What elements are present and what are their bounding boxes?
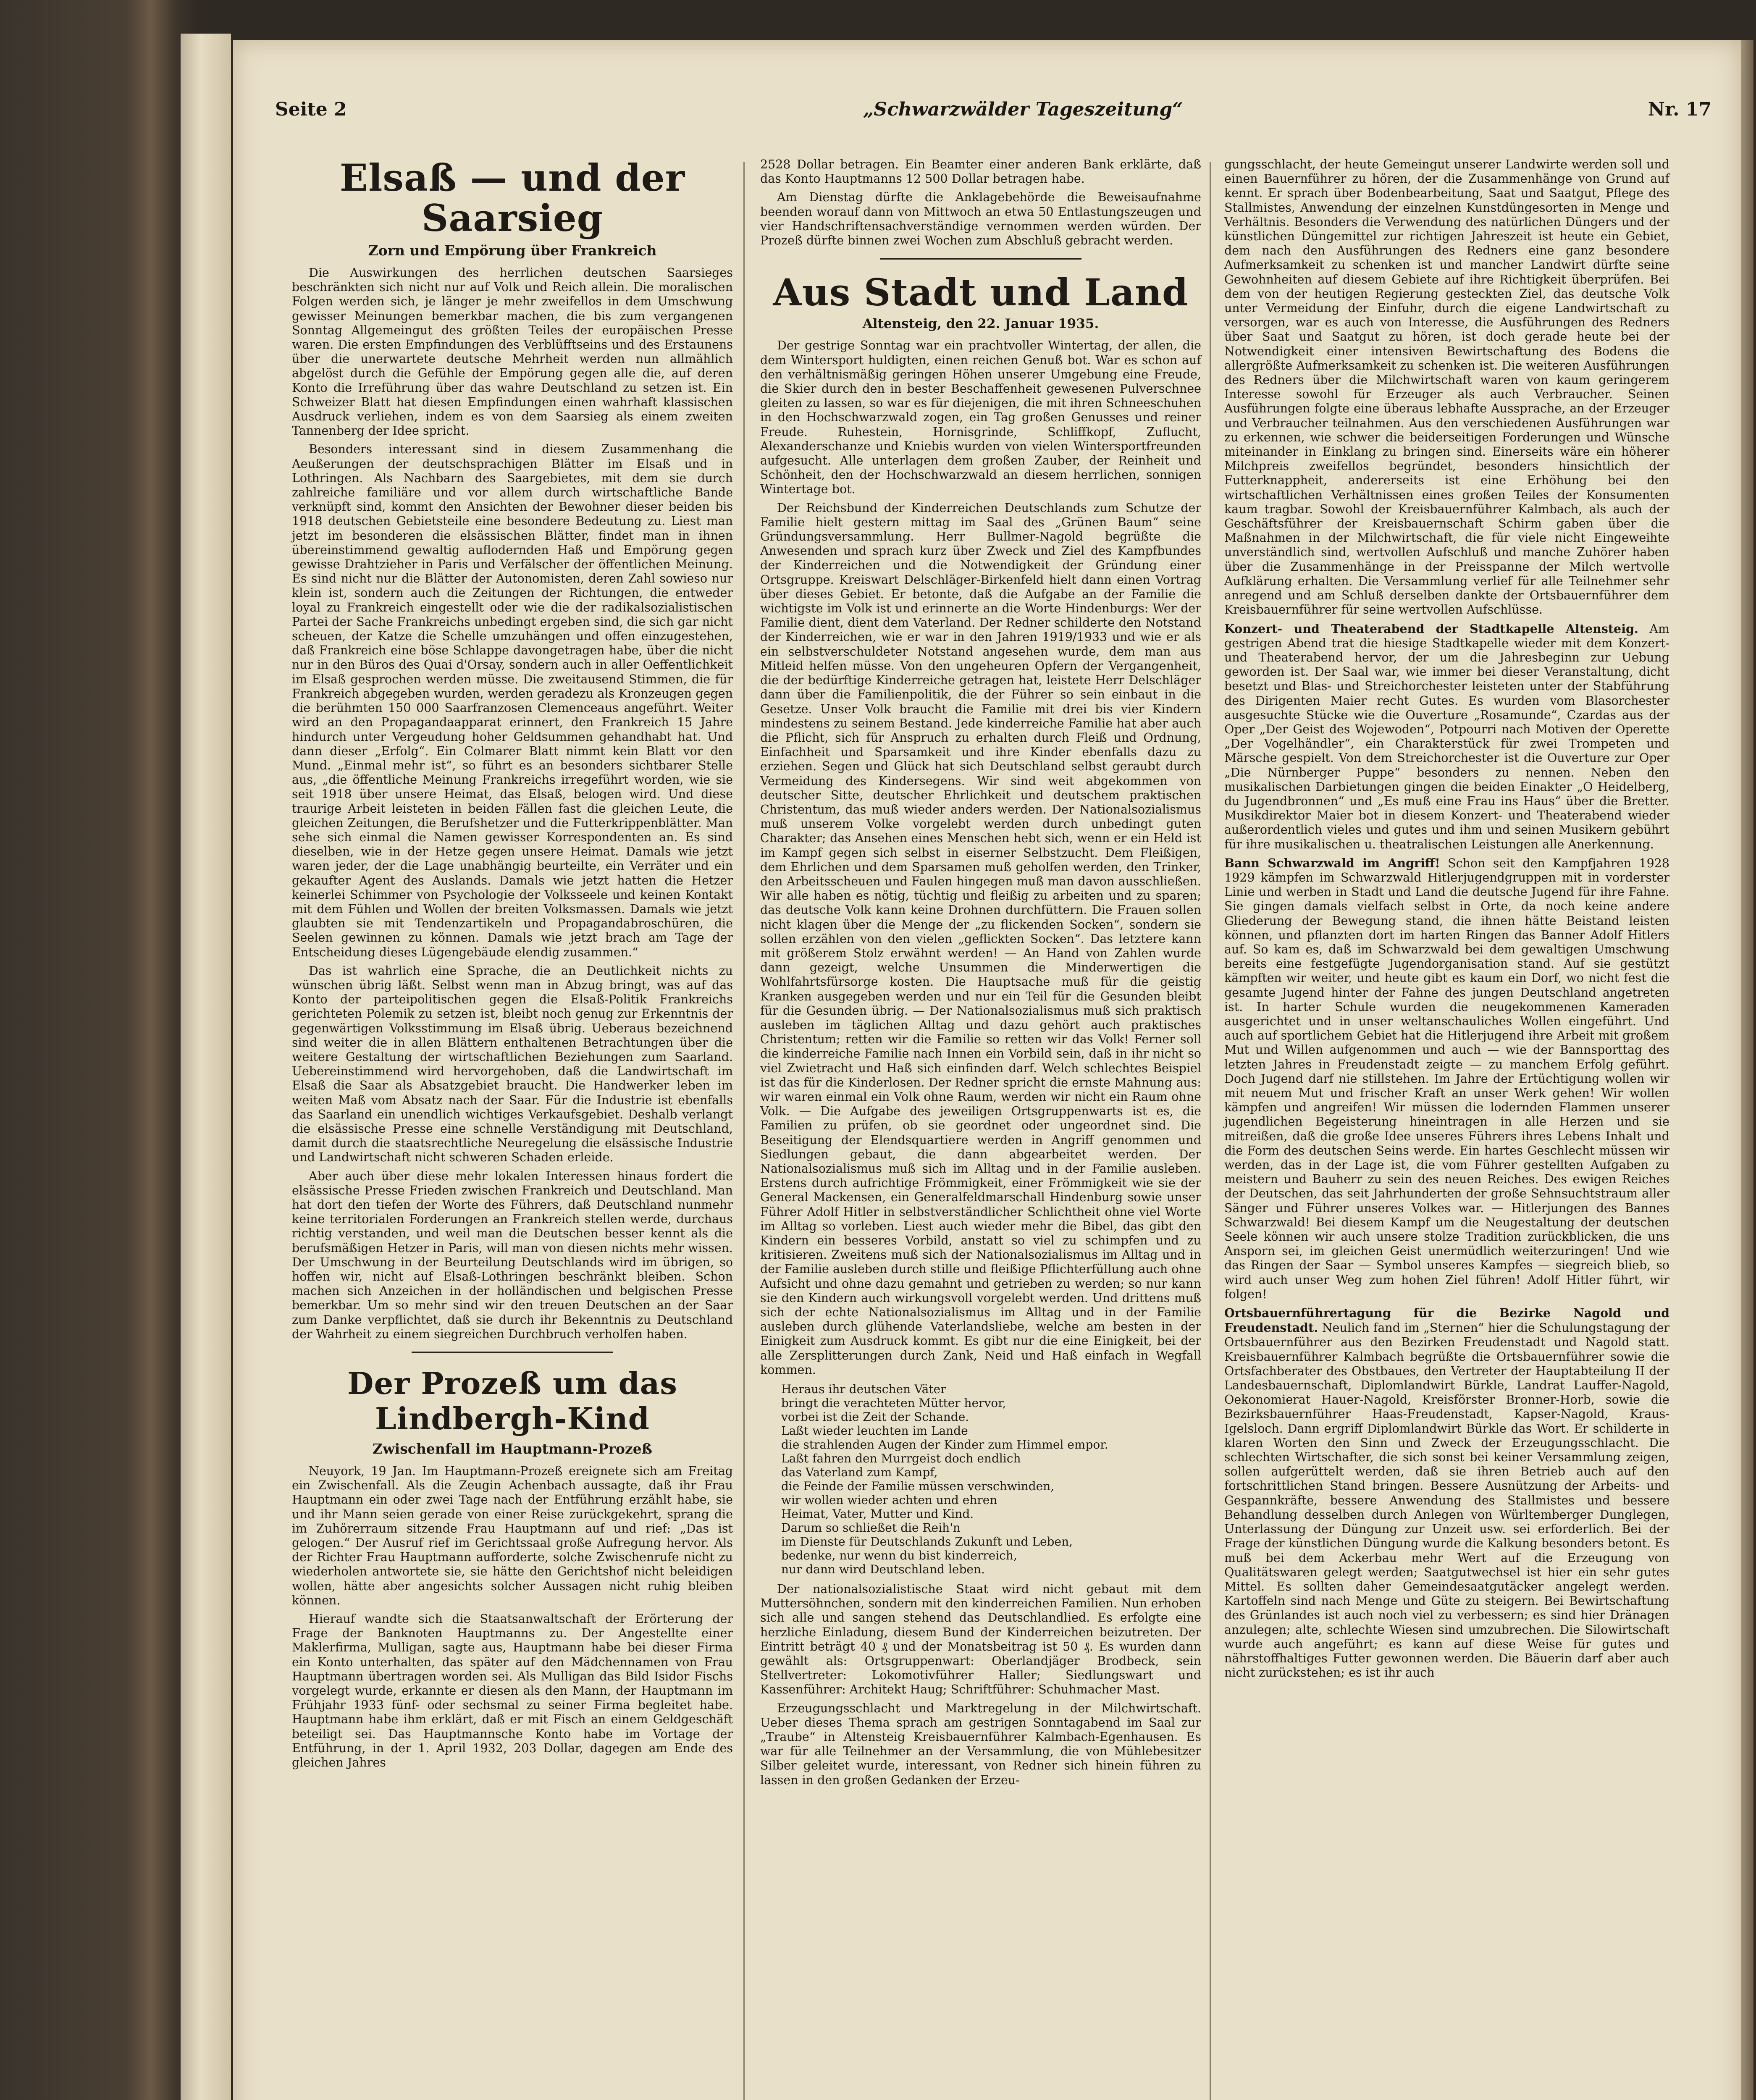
poem-line: vorbei ist die Zeit der Schande. xyxy=(781,1410,969,1424)
article-paragraph: Die Auswirkungen des herrlichen deutschen Saarsieges beschränkten sich nicht nur auf Volk und Reich allein. Die moralischen Folgen werden sich, je länger je mehr zweifellos in dem Umschwung gewisser Meinungen bemerkbar machen, die bis zum vergangenen Sonntag Allgemeingut des größten Teiles der europäischen Presse waren. Die ersten Empfindungen des Verblüfftseins und des Erstaunens über die unerwartete deutsche Mehrheit werden nun allmählich abgelöst durch die Gefühle der Empörung gegen alle die, auf deren Konto die Irreführung über das wahre Deutschland zu setzen ist. Ein Schweizer Blatt hat diesen Empfindungen einen wahrhaft klassischen Ausdruck verliehen, indem es von dem Saarsieg als einem zweiten Tannenberg der Idee spricht. xyxy=(292,266,733,438)
book-binding xyxy=(181,34,231,2100)
article-divider xyxy=(412,1352,613,1353)
section-headline: Aus Stadt und Land xyxy=(773,270,1189,315)
article-paragraph: Der Reichsbund der Kinderreichen Deutschlands zum Schutze der Familie hielt gestern mittag im Saal des „Grünen Baum“ seine Gründungsversammlung. Herr Bullmer-Nagold begrüßte die Anwesenden und sprach kurz über Zweck und Ziel des Kampfbundes der Kinderreichen und die Notwendigkeit der Gründung einer Ortsgruppe. Kreiswart Delschläger-Birkenfeld hielt dann einen Vortrag über dieses Gebiet. Er betonte, daß die Aufgabe an der Familie die wichtigste im Volk ist und erinnerte an die Worte Hindenburgs: Wer der Familie dient, dient dem Vaterland. Der Redner schilderte den Notstand der Kinderreichen, wie er war in den Jahren 1919/1933 und wie er als ein selbstverschuldeter Notstand angesehen wurde, dem man aus Mitleid helfen müsse. Von den ungeheuren Opfern der Vergangenheit, die der bedürftige Kinderreiche getragen hat, leistete Herr Delschläger dann über die Familienpolitik, die der Führer so sein einbaut in die Gesetze. Unser Volk braucht die Familie mit drei bis vier Kindern mindestens zu seinem Bestand. Jede kinderreiche Familie hat aber auch die Pflicht, sich für Anspruch zu erhalten durch Fleiß und Ordnung, Einfachheit und Sparsamkeit und ihre Kinder ebenfalls dazu zu erziehen. Segen und Glück hat sich Deutschland selbst geraubt durch Vermeidung des Kindersegens. Wir sind weit abgekommen von deutscher Sitte, deutscher Ehrlichkeit und deutschem praktischen Christentum, das muß wieder anders werden. Der Nationalsozialismus muß unserem Volke vorgelebt werden durch unbedingt guten Charakter; das Ansehen eines Menschen hebt sich, wenn er ein Held ist im Kampf gegen sich selbst in eiserner Selbstzucht. Dem Fleißigen, dem Ehrlichen und dem Sparsamen muß geholfen werden, den Trinker, den Arbeitsscheuen und Faulen hingegen muß man davon ausschließen. Wir alle haben es nötig, tüchtig und fleißig zu arbeiten und zu sparen; das deutsche Volk kann keine Drohnen durchfüttern. Die Frauen sollen nicht klagen über die Menge der „zu flickenden Socken“, sondern sie sollen erzählen von den vielen „geflickten Socken“. Das letztere kann mit größerem Stolz erwähnt werden! — An Hand von Zahlen wurde dann gezeigt, welche Unsummen die Minderwertigen die Wohlfahrtsfürsorge kosten. Die Hauptsache muß für die geistig Kranken ausgegeben werden und nur ein Teil für die Gesunden bleibt für die Gesunden übrig. — Der Nationalsozialismus muß sich praktisch ausleben im täglichen Alltag und dazu gehört auch praktisches Christentum; retten wir die Familie so retten wir das Volk! Ferner soll die kinderreiche Familie nach Innen ein Vorbild sein, daß in ihr nicht so viel Zwietracht und Haß sich einfinden darf. Welch schlechtes Beispiel ist das für die Kinderlosen. Der Redner spricht die ernste Mahnung aus: wir waren einmal ein Volk ohne Raum, werden wir nicht ein Raum ohne Volk. — Die Aufgabe des jeweiligen Ortsgruppenwarts ist es, die Familien zu prüfen, ob sie geordnet oder ungeordnet sind. Die Beseitigung der Elendsquartiere werden in Angriff genommen und Siedlungen gebaut, die dann abgearbeitet werden. Der Nationalsozialismus muß sich im Alltag und in der Familie ausleben. Erstens durch aufrichtige Frömmigkeit, einer Frömmigkeit wie sie der General Mackensen, ein Generalfeldmarschall Hindenburg sowie unser Führer Adolf Hitler in selbstverständlicher Schlichtheit ohne viel Worte im Alltag so vorleben. Liest auch wieder mehr die Bibel, das gibt den Kindern ein besseres Vorbild, anstatt so viel zu schimpfen und zu kritisieren. Zweitens muß sich der Nationalsozialismus im Alltag und in der Familie ausleben durch stille und fleißige Pflichterfüllung auch ohne Aufsicht und ohne dazu gemahnt und getrieben zu werden; so nur kann sie den Kindern auch wirkungsvoll vorgelebt werden. Und drittens muß sich der echte Nationalsozialismus im Alltag und in der Familie ausleben durch glühende Vaterlandsliebe, welche am besten in der Einigkeit zum Ausdruck kommt. Es gibt nur die eine Einigkeit, bei der alle Zersplitterungen durch Zank, Neid und Haß einfach in Wegfall kommen. xyxy=(760,501,1201,1377)
poem-line: Laßt wieder leuchten im Lande xyxy=(781,1424,968,1438)
column-1 xyxy=(292,158,733,1774)
column-rule xyxy=(743,162,745,2100)
column-rule xyxy=(1210,162,1211,2100)
page-number: Seite 2 xyxy=(275,99,347,120)
poem-line: bringt die verachteten Mütter hervor, xyxy=(781,1396,1006,1410)
article-paragraph: Der nationalsozialistische Staat wird nicht gebaut mit dem Muttersöhnchen, sondern mit den kinderreichen Familien. Nun erhoben sich alle und sangen stehend das Deutschlandlied. Es erfolgte eine herzliche Einladung, diesem Bund der Kinderreichen beizutreten. Der Eintritt beträgt 40 ₰ und der Monatsbeitrag ist 50 ₰. Es wurden dann gewählt als: Ortsgruppenwart: Oberlandjäger Brodbeck, sein Stellvertreter: Lokomotivführer Haller; Siedlungswart und Kassenführer: Architekt Haug; Schriftführer: Schuhmacher Mast. xyxy=(760,1582,1201,1697)
poem xyxy=(781,1382,1201,1576)
newspaper-name: „Schwarzwälder Tageszeitung“ xyxy=(863,99,1183,120)
section-title: Bann Schwarzwald im Angriff! xyxy=(1224,856,1440,870)
article-paragraph: Der gestrige Sonntag war ein prachtvoller Wintertag, der allen, die dem Wintersport huldigten, einen reichen Genuß bot. War es schon auf den verhältnismäßig geringen Höhen unserer Umgebung eine Freude, die Skier durch den in bester Beschaffenheit gewesenen Pulverschnee gleiten zu lassen, so war es für diejenigen, die mit ihren Schneeschuhen in den Hochschwarzwald zogen, ein Tag großen Genusses und reiner Freude. Ruhestein, Hornisgrinde, Schliffkopf, Zuflucht, Alexanderschanze und Kniebis wurden von vielen Wintersportfreunden aufgesucht. Alle unterlagen dem großen Zauber, der Reinheit und Schönheit, den der Hochschwarzwald an diesem herrlichen, sonnigen Wintertage bot. xyxy=(760,339,1201,496)
article-subhead: Zorn und Empörung über Frankreich xyxy=(368,242,657,259)
article-headline: Elsaß — und der Saarsieg xyxy=(339,156,685,240)
article-paragraph xyxy=(1224,622,1669,852)
article-paragraph: Erzeugungsschlacht und Marktregelung in der Milchwirtschaft. Ueber dieses Thema sprach am gestrigen Sonntagabend im Saal zur „Traube“ in Altensteig Kreisbauernführer Kalmbach-Egenhausen. Es war für alle Teilnehmer an der Versammlung, die von Mühlebesitzer Silber geleitet wurde, interessant, von Redner sich hinein führen zu lassen in den großen Gedanken der Erzeu- xyxy=(760,1701,1201,1787)
newspaper-page xyxy=(233,40,1741,2100)
poem-line: das Vaterland zum Kampf, xyxy=(781,1465,938,1480)
poem-line: im Dienste für Deutschlands Zukunft und Leben, xyxy=(781,1535,1073,1549)
poem-line: Heimat, Vater, Mutter und Kind. xyxy=(781,1507,974,1521)
article-paragraph: gungsschlacht, der heute Gemeingut unserer Landwirte werden soll und einen Bauernführer zu hören, der die Zusammenhänge von Grund auf kennt. Er sprach über Bodenbearbeitung, Saat und Saatgut, Pflege des Stallmistes, Anwendung der einzelnen Kunstdüngesorten in Menge und Verhältnis. Besonders die Verwendung des natürlichen Düngers und der künstlichen Düngemittel zur richtigen Jahreszeit ist heute ein Gebiet, dem nach den Ausführungen des Redners eine ganz besondere Aufmerksamkeit zu schenken ist und mancher Landwirt dürfte seine Gewohnheiten auf diesem Gebiete auf ihre Richtigkeit überprüfen. Bei dem von der heutigen Regierung gesteckten Ziel, das deutsche Volk unter Vermeidung der Einfuhr, durch die eigene Landwirtschaft zu versorgen, war es auch von Interesse, die Ausführungen des Redners über Saat und Saatgut zu hören, ist doch gerade heute bei der Notwendigkeit einer intensiven Bewirtschaftung des Bodens die allergrößte Aufmerksamkeit zu schenken ist. Die weiteren Ausführungen des Redners über die Milchwirtschaft waren von kaum geringerem Interesse sowohl für Erzeuger als auch Verbraucher. Seinen Ausführungen folgte eine überaus lebhafte Aussprache, an der Erzeuger und Verbraucher teilnahmen. Aus den verschiedenen Ausführungen war zu erkennen, wie schwer die beiderseitigen Forderungen und Wünsche miteinander in Einklang zu bringen sind. Einerseits wäre ein höherer Milchpreis zweifellos begründet, besonders hinsichtlich der Futterknappheit, andererseits ist eine Erhöhung bei den wirtschaftlichen Verhältnissen eines großen Teiles der Konsumenten kaum tragbar. Sowohl der Kreisbauernführer Kalmbach, als auch der Geschäftsführer der Kreisbauernschaft Schirm gaben über die Maßnahmen in der Milchwirtschaft, die für viele nicht Eingeweihte unverständlich sind, wertvollen Aufschluß und manche Zuhörer haben über die Zusammenhänge in der Preisspanne der Milch wertvolle Aufklärung erhalten. Die Versammlung verlief für alle Teilnehmer sehr anregend und am Schluß derselben dankte der Ortsbauernführer dem Kreisbauernführer für seine wertvollen Aufschlüsse. xyxy=(1224,158,1669,617)
issue-number: Nr. 17 xyxy=(1648,99,1711,120)
poem-line: Laßt fahren den Murrgeist doch endlich xyxy=(781,1452,1021,1466)
poem-line: die Feinde der Familie müssen verschwinden, xyxy=(781,1479,1055,1494)
poem-line: bedenke, nur wenn du bist kinderreich, xyxy=(781,1549,1017,1563)
article-paragraph: Besonders interessant sind in diesem Zusammenhang die Aeußerungen der deutschsprachigen Blätter im Elsaß und in Lothringen. Als Nachbarn des Saargebietes, mit dem sie durch zahlreiche familiäre und vor allem durch wirtschaftliche Bande verknüpft sind, kommt den Ansichten der Bewohner dieser beiden bis 1918 deutschen Gebietsteile eine besondere Bedeutung zu. Liest man jetzt im besonderen die elsässischen Blätter, findet man in ihnen übereinstimmend gewaltig auflodernden Haß und Empörung gegen gewisse Drahtzieher in Paris und Verfälscher der öffentlichen Meinung. Es sind nicht nur die Blätter der Autonomisten, deren Zahl sowieso nur klein ist, sondern auch die Zeitungen der Richtungen, die entweder loyal zu Frankreich eingestellt oder wie die der radikalsozialistischen Partei der Sache Frankreichs unbedingt ergeben sind, die sich gar nicht scheuen, der Katze die Schelle umzuhängen und offen einzugestehen, daß Frankreich eine böse Schlappe davongetragen habe, über die nicht nur in den Büros des Quai d'Orsay, sondern auch in aller Oeffentlichkeit im Elsaß gesprochen werden müsse. Die zweitausend Stimmen, die für Frankreich abgegeben wurden, werden geradezu als Kronzeugen gegen die berühmten 150 000 Saarfranzosen Clemenceaus angeführt. Weiter wird an den Propagandaapparat erinnert, den Frankreich 15 Jahre hindurch unter Vergeudung hoher Geldsummen gehandhabt hat. Und dann dieser „Erfolg“. Ein Colmarer Blatt nimmt kein Blatt vor den Mund. „Einmal mehr ist“, so führt es an besonders sichtbarer Stelle aus, „die öffentliche Meinung Frankreichs irregeführt worden, wie sie seit 1918 über unsere Heimat, das Elsaß, belogen wird. Und diese traurige Arbeit leisteten in beiden Fällen fast die gleichen Leute, die gleichen Zeitungen, die Berufshetzer und die Futterkrippenblätter. Man sehe sich einmal die Namen gewisser Korrespondenten an. Es sind dieselben, wie in der Hetze gegen unsere Heimat. Damals wie jetzt waren jeder, der die Lage unabhängig beurteilte, ein Verräter und ein gekaufter Agent des Auslands. Damals wie jetzt hatten die Hetzer keinerlei Schimmer von Psychologie der Volksseele und keinen Kontakt mit dem Fühlen und Wollen der breiten Volksmassen. Damals wie jetzt glaubten sie mit Tendenzartikeln und Propagandabroschüren, die Seelen gewinnen zu können. Damals wie jetzt brach am Tage der Entscheidung dieses Lügengebäude elendig zusammen.“ xyxy=(292,442,733,959)
dateline: Altensteig, den 22. Januar 1935. xyxy=(862,316,1099,332)
section-title: Ortsbauernführertagung für die Bezirke Nagold und Freudenstadt. xyxy=(1224,1306,1669,1335)
section-title: Konzert- und Theaterabend der Stadtkapelle Altensteig. xyxy=(1224,621,1638,636)
article-headline: Der Prozeß um das Lindbergh-Kind xyxy=(347,1365,677,1437)
page-header xyxy=(275,99,1711,136)
section-text: Am gestrigen Abend trat die hiesige Stadtkapelle wieder mit dem Konzert- und Theaterabend hervor, der um die Jahresbeginn zur Uebung geworden ist. Der Saal war, wie immer bei dieser Veranstaltung, dicht besetzt und Blas- und Streichorchester leisteten unter der Stabführung des Dirigenten Maier recht Gutes. Es wurden vom Blasorchester ausgesuchte Stücke wie die Ouverture „Rosamunde“, Czardas aus der Oper „Der Geist des Wojewoden“, Potpourri nach Motiven der Operette „Der Vogelhändler“, ein Charakterstück für zwei Trompeten und Märsche gespielt. Von dem Streichorchester ist die Ouverture zur Oper „Die Nürnberger Puppe“ besonders zu nennen. Neben den musikalischen Darbietungen gingen die beiden Einakter „O Heidelberg, du Jugendbronnen“ und „Es muß eine Frau ins Haus“ über die Bretter. Musikdirektor Maier bot in diesem Konzert- und Theaterabend wieder außerordentlich vieles und gutes und ihm und seinen Musikern gebührt für ihre musikalischen u. theatralischen Leistungen alle Anerkennung. xyxy=(1224,622,1669,851)
article-paragraph: Neuyork, 19 Jan. Im Hauptmann-Prozeß ereignete sich am Freitag ein Zwischenfall. Als die Zeugin Achenbach aussagte, daß ihr Frau Hauptmann ein oder zwei Tage nach der Entführung erzählt habe, sie und ihr Mann seien gerade von einer Reise zurückgekehrt, sprang die im Zuhörerraum sitzende Frau Hauptmann auf und rief: „Das ist gelogen.“ Der Ausruf rief im Gerichtssaal große Aufregung hervor. Als der Richter Frau Hauptmann aufforderte, solche Zwischenrufe nicht zu wiederholen antwortete sie, sie hätte den Gerichtshof nicht beleidigen wollen, hätte aber angesichts solcher Aussagen nicht ruhig bleiben können. xyxy=(292,1464,733,1607)
section-text: Schon seit den Kampfjahren 1928 1929 kämpfen im Schwarzwald Hitlerjugendgruppen mit in vorderster Linie und werben in Stadt und Land die deutsche Jugend für ihre Fahne. Sie gingen damals vielfach selbst in Orte, da noch keine andere Gliederung der Bewegung stand, die ihnen hätte Beistand leisten können, und pflanzten dort im harten Ringen das Banner Adolf Hitlers auf. So kam es, daß im Schwarzwald bei dem gewaltigen Umschwung bereits eine festgefügte Jugendorganisation stand. Auf sie gestützt kämpften wir weiter, und heute gibt es kaum ein Dorf, wo nicht fest die gesamte Jugend hinter der Fahne des jungen Deutschland angetreten ist. In harter Schule wurden die neugekommenen Kameraden ausgerichtet und in unser weltanschauliches Wollen eingeführt. Und auch auf sportlichem Gebiet hat die Hitlerjugend ihre Arbeit mit großem Mut und Willen aufgenommen und auch — wie der Bannsporttag des letzten Jahres in Freudenstadt zeigte — zu manchem Erfolg geführt. Doch Jugend darf nie stillstehen. Im Jahre der Ertüchtigung wollen wir mit neuem Mut und frischer Kraft an unser Werk gehen! Wir wollen kämpfen und angreifen! Wir müssen die lodernden Flammen unserer jugendlichen Begeisterung hineintragen in alle Herzen und sie mitreißen, daß die große Idee unseres Führers ihres Lebens Inhalt und die Form des deutschen Seins werde. Ein hartes Geschlecht müssen wir werden, das in der Lage ist, die vom Führer gestellten Aufgaben zu meistern und Bauherr zu sein des neuen Reiches. Des ewigen Reiches der Deutschen, das seit Jahrhunderten der große Sehnsuchtstraum aller Sänger und Führer unseres Volkes war. — Hitlerjungen des Bannes Schwarzwald! Bei diesem Kampf um die Neugestaltung der deutschen Seele können wir auch unsere stolze Tradition zurückblicken, die uns Ansporn sei, im gleichen Geist unermüdlich weiterzuringen! Und wie das Ringen der Saar — Symbol unseres Kampfes — siegreich blieb, so wird auch unser Weg zum hohen Ziel führen! Adolf Hitler führt, wir folgen! xyxy=(1224,856,1670,1301)
article-paragraph: Das ist wahrlich eine Sprache, die an Deutlichkeit nichts zu wünschen übrig läßt. Selbst wenn man in Abzug bringt, was auf das Konto der parteipolitischen gegen die Elsaß-Politik Frankreichs gerichteten Polemik zu setzen ist, bleibt noch genug zur Erkenntnis der gegenwärtigen Volksstimmung im Elsaß übrig. Ueberaus bezeichnend sind weiter die in allen Blättern enthaltenen Betrachtungen über die weitere Gestaltung der wirtschaftlichen Beziehungen zum Saarland. Uebereinstimmend wird hervorgehoben, daß die Landwirtschaft im Elsaß die Saar als Absatzgebiet braucht. Die Handwerker leben im weiten Maß vom Absatz nach der Saar. Für die Industrie ist ebenfalls das Saarland ein unendlich wichtiges Verkaufsgebiet. Deshalb verlangt die elsässische Presse eine schnelle Verständigung mit Deutschland, damit durch die staatsrechtliche Neuregelung die elsässische Industrie und Landwirtschaft nicht schweren Schaden erleide. xyxy=(292,963,733,1165)
article-paragraph xyxy=(1224,856,1669,1302)
article-paragraph xyxy=(1224,1306,1669,1680)
article-divider xyxy=(880,258,1081,260)
column-2 xyxy=(760,158,1201,1792)
article-subhead: Zwischenfall im Hauptmann-Prozeß xyxy=(373,1441,652,1457)
poem-line: wir wollen wieder achten und ehren xyxy=(781,1493,997,1507)
article-paragraph: Aber auch über diese mehr lokalen Interessen hinaus fordert die elsässische Presse Frieden zwischen Frankreich und Deutschland. Man hat dort den tiefen der Worte des Führers, daß Deutschland nunmehr keine territorialen Forderungen an Frankreich stellen werde, durchaus richtig verstanden, und weil man die Deutschen besser kennt als die berufsmäßigen Hetzer in Paris, will man von diesen nichts mehr wissen. Der Umschwung in der Beurteilung Deutschlands wird im übrigen, so hoffen wir, nicht auf Elsaß-Lothringen beschränkt bleiben. Schon machen sich Anzeichen in der holländischen und belgischen Presse bemerkbar. Um so mehr sind wir den treuen Deutschen an der Saar zum Danke verpflichtet, daß sie durch ihr Bekenntnis zu Deutschland der Wahrheit zu einem siegreichen Durchbruch verholfen haben. xyxy=(292,1169,733,1341)
poem-line: nur dann wird Deutschland leben. xyxy=(781,1562,985,1577)
article-paragraph: Hierauf wandte sich die Staatsanwaltschaft der Erörterung der Frage der Banknoten Hauptmanns zu. Der Angestellte einer Maklerfirma, Mulligan, sagte aus, Hauptmann habe bei dieser Firma ein Konto unterhalten, das später auf den Mädchennamen von Frau Hauptmann übertragen worden sei. Als Mulligan das Bild Isidor Fischs vorgelegt wurde, erkannte er diesen als den Mann, der Hauptmann im Frühjahr 1933 fünf- oder sechsmal zu seiner Firma begleitet habe. Hauptmann habe ihm erklärt, daß er mit Fisch an einem Geldgeschäft beteiligt sei. Das Hauptmannsche Konto habe im Vortage der Entführung, in der 1. April 1932, 203 Dollar, dagegen am Ende des gleichen Jahres xyxy=(292,1612,733,1770)
section-text: Neulich fand im „Sternen“ hier die Schulungstagung der Ortsbauernführer aus den Bezirken Freudenstadt und Nagold statt. Kreisbauernführer Kalmbach begrüßte die Ortsbauernführer sowie die Ortsfachberater des Obstbaues, den Vertreter der Hauptabteilung II der Landesbauernschaft, Diplomlandwirt Bürkle, Landrat Lauffer-Nagold, Oekonomierat Hauer-Nagold, Kreisförster Bronner-Horb, sowie die Bezirksbauernführer Haas-Freudenstadt, Kapser-Nagold, Kraus-Igelsloch. Dann ergriff Diplomlandwirt Bürkle das Wort. Er schilderte in klaren Worten den Sinn und Zweck der Erzeugungsschlacht. Die schlechten Wirtschafter, die sich sonst bei keiner Versammlung zeigen, sollen aufgerüttelt werden, daß sie ihren Betrieb auch auf den fortschrittlichen Stand bringen. Bessere Ausnützung der Arbeits- und Gespannkräfte, bessere Anwendung des Stallmistes und bessere Behandlung desselben durch Anlegen von Würltemberger Dunglegen, Unterlassung der Düngung zur Unzeit usw. sei erforderlich. Bei der Frage der künstlichen Düngung wurde die Kalkung besonders betont. Es muß bei dem Ackerbau mehr Wert auf die Erzeugung von Qualitätswaren gelegt werden; Saatgutwechsel ist hier ein sehr gutes Mittel. Es sollten daher Gemeindesaatgutäcker angelegt werden. Kartoffeln sind nach Menge und Güte zu steigern. Bei Bewirtschaftung des Grünlandes ist auch noch viel zu verbessern; es sind hier Dränagen anzulegen; alte, schlechte Wiesen sind umzubrechen. Die Silowirtschaft wurde auch angeführt; es kann auf diese Weise für gutes und nährstoffhaltiges Futter gewonnen werden. Die Bäuerin darf aber auch nicht zurückstehen; es ist ihr auch xyxy=(1224,1321,1669,1680)
poem-line: Heraus ihr deutschen Väter xyxy=(781,1382,946,1396)
poem-line: Darum so schließet die Reih'n xyxy=(781,1521,961,1535)
article-paragraph: Am Dienstag dürfte die Anklagebehörde die Beweisaufnahme beenden worauf dann von Mittwoch an etwa 50 Entlastungszeugen und vier Handschriftensachverständige vernommen werden würden. Der Prozeß dürfte binnen zwei Wochen zum Abschluß gebracht werden. xyxy=(760,190,1201,248)
poem-line: die strahlenden Augen der Kinder zum Himmel empor. xyxy=(781,1438,1108,1452)
column-3 xyxy=(1224,158,1669,1684)
article-paragraph: 2528 Dollar betragen. Ein Beamter einer anderen Bank erklärte, daß das Konto Hauptmanns 12 500 Dollar betragen habe. xyxy=(760,158,1201,186)
